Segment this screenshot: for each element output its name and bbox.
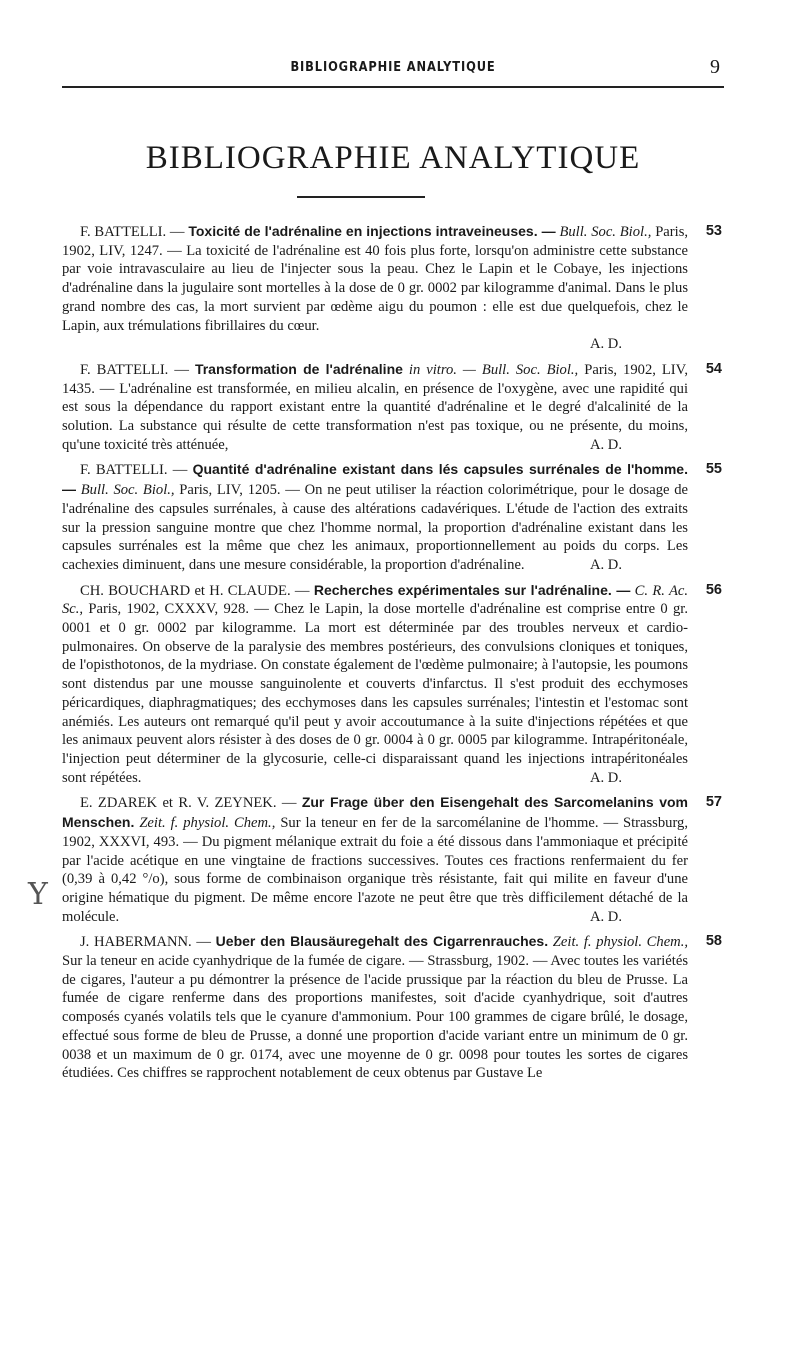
entry-citation: Bull. Soc. Biol., [80,482,175,499]
entry-title: Zur Frage über den Eisengehalt des Sarcomelanins vom Menschen. [62,794,688,831]
entry-citation: Bull. Soc. Biol., [559,224,652,240]
entry-citation: in vitro. — Bull. Soc. Biol., [408,361,579,378]
entry-author: F. BATTELLI. — [80,361,189,378]
running-header [62,56,724,78]
entry-body: Sur la teneur en acide cyanhydrique de la fumée de cigare. — Strassburg, 1902. — Avec toutes les variétés de cigares, l'auteur a pu démontrer la présence de l'acide prussique par la réaction du bleu de Prusse. La fumée de cigare renferme dans des proportions manifestes, soit d'acide cyanhydrique, soit d'autres composés cyanés volatils tels que le cyanure d'ammonium. Pour 100 grammes de cigare brûlé, le dosage, effectué sous forme de bleu de Prusse, a donné une proportion d'acide variant entre un minimum de 0 gr. 0038 et un maximum de 0 gr. 0174, avec une moyenne de 0 gr. 0098 pour toutes les sortes de cigares étudiées. Ces chiffres se rapprochent notablement de ceux obtenus par Gustave Le [62,953,688,1082]
entry-55 [62,460,722,574]
entry-body: Paris, 1902, CXXXV, 928. — Chez le Lapin, la dose mortelle d'adrénaline est comprise entre 0 gr. 0001 et 0 gr. 0002 par kilogramme. La mort est déterminée par des troubles nerveux et cardio-pulmonaires. On observe de la paralysie des membres postérieurs, des convulsions cloniques et toniques, de l'opisthotonos, de la mydriase. On constate également de l'œdème pulmonaire; à l'autopsie, les poumons sont distendus par une mousse sanguinolente et couverts d'infarctus. Il s'est produit des ecchymoses péricardiques, diaphragmatiques; des ecchymoses dans les capsules surrénales; l'intestin et l'estomac sont anémiés. Les auteurs ont remarqué qu'il peut y avoir accoutumance à la suite d'injections répétées et que les animaux peuvent alors résister à des doses de 0 gr. 0004 à 0 gr. 0005 par kilogramme. Intrapéritonéale, l'injection peut déterminer de la glycosurie, celle-ci disparaissant quand les injections intrapéritonéales sont répétées. [62,601,688,786]
entry-author: F. BATTELLI. — [80,224,185,240]
entry-signature: A. D. [589,336,622,353]
entry-body: Paris, 1902, LIV, 1435. — L'adrénaline est transformée, en milieu alcalin, en présence de l'oxygène, avec une rapidité qui est sous la dépendance du rapport existant entre la quantité d'adrénaline et le degré d'alcalinité de la solution. La substance qui résulte de cette transformation n'est pas toxique, ou ne présente, du moins, qu'une toxicité très atténuée, [62,361,688,453]
entry-citation: Zeit. f. physiol. Chem., [139,815,276,832]
entry-number: 56 [705,581,722,598]
entry-signature: A. D. [589,908,622,925]
entry-title: Ueber den Blausäuregehalt des Cigarrenrauches. [215,933,549,950]
entry-citation: C. R. Ac. Sc., [62,582,689,618]
entry-author: J. HABERMANN. — [80,934,211,951]
entry-body: Paris, 1902, LIV, 1247. — La toxicité de l'adrénaline est 40 fois plus forte, lorsqu'on administre cette substance par voie intravasculaire au lieu de l'injecter sous la peau. Chez le Lapin et le Cobaye, les injections d'adrénaline dans la jugulaire sont mortelles à la dose de 0 gr. 0002 par kilogramme d'animal. Dans le plus grand nombre des cas, la mort survient par œdème aigu du poumon : elle est due quelquefois, chez le Lapin, aux trémulations fibrillaires du cœur. [62,224,689,334]
entry-57 [62,793,722,926]
entry-title: Quantité d'adrénaline existant dans lés capsules surrénales de l'homme. — [62,461,688,498]
entry-author: E. ZDAREK et R. V. ZEYNEK. — [80,795,297,812]
page-number: 9 [710,56,720,78]
entry-58 [62,932,722,1083]
header-rule [62,86,724,88]
entry-title: Toxicité de l'adrénaline en injections intraveineuses. — [188,223,556,239]
entry-signature: A. D. [589,436,622,453]
page-title: BIBLIOGRAPHIE ANALYTIQUE [145,140,641,176]
margin-annotation: Y [28,877,48,912]
entry-number: 57 [705,794,722,811]
entry-54 [62,360,722,455]
entry-body: Paris, LIV, 1205. — On ne peut utiliser la réaction colorimétrique, pour le dosage de l'adrénaline des capsules surrénales, à cause des altérations cadavériques. L'étude de l'action des extraits sur la pression sanguine montre que chez l'homme normal, la proportion d'adrénaline existant dans les capsules surrénales est la même que chez les animaux, proportionnellement au poids du corps. Les cachexies diminuent, dans une mesure considérable, la proportion d'adrénaline. [62,482,688,573]
entry-number: 53 [705,223,722,239]
entry-53 [62,222,722,354]
running-head: BIBLIOGRAPHIE ANALYTIQUE [290,60,496,75]
entry-author: F. BATTELLI. — [80,462,188,479]
entry-signature: A. D. [589,769,622,786]
entry-signature: A. D. [589,556,622,573]
entry-title: Recherches expérimentales sur l'adrénaline. — [313,581,631,598]
entry-body: Sur la teneur en fer de la sarcomélanine de l'homme. — Strassburg, 1902, XXXVI, 493. — Du pigment mélanique extrait du foie a été dissous dans l'ammoniaque et précipité par l'acide acétique en une vingtaine de fractions successives. Toutes ces fractions renfermaient du fer (0,39 à 0,42 °/o), sous forme de combinaison organique très résistante, fait qui milite en faveur d'une origine hématique du pigment. De même encore l'azote ne peut être que très difficilement détaché de la molécule. [62,815,688,925]
title-rule [297,196,425,198]
entry-number: 58 [705,933,722,950]
entry-author: CH. BOUCHARD et H. CLAUDE. — [80,582,310,599]
bibliography-list [62,222,722,1089]
entry-56 [62,581,722,788]
entry-number: 55 [705,461,722,478]
entry-number: 54 [705,360,722,377]
entry-citation: Zeit. f. physiol. Chem., [552,934,689,951]
entry-title: Transformation de l'adrénaline [194,360,403,377]
